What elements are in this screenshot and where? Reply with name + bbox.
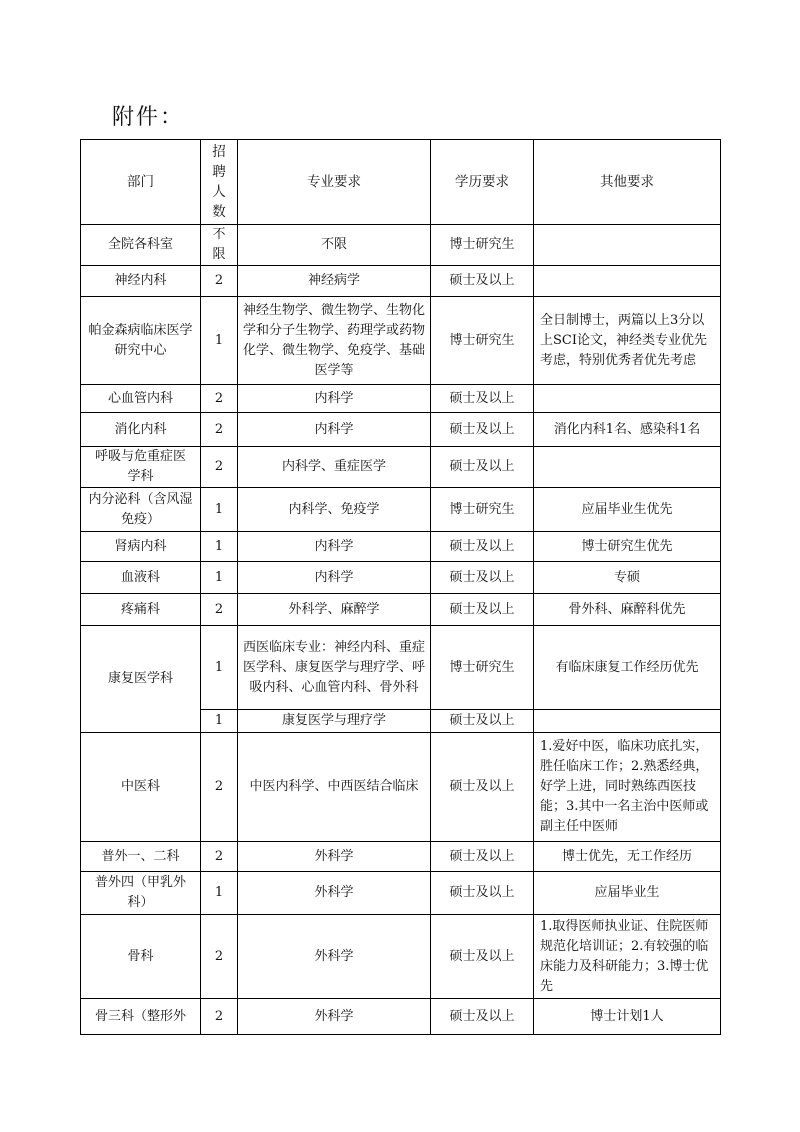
cell-count: 2	[201, 915, 238, 999]
cell-department: 神经内科	[81, 266, 201, 297]
cell-department: 呼吸与危重症医学科	[81, 447, 201, 488]
cell-count: 1	[201, 532, 238, 562]
cell-other: 有临床康复工作经历优先	[534, 626, 721, 710]
cell-department: 骨三科（整形外	[81, 999, 201, 1035]
table-row	[81, 488, 721, 532]
cell-other	[534, 225, 721, 266]
table-row	[81, 915, 721, 999]
table-row	[81, 626, 721, 710]
cell-major: 内科学	[238, 532, 431, 562]
table-row	[81, 842, 721, 872]
cell-education: 硕士及以上	[431, 872, 534, 915]
table-row	[81, 532, 721, 562]
header-education: 学历要求	[431, 140, 534, 225]
cell-department: 普外四（甲乳外科）	[81, 872, 201, 915]
cell-department: 内分泌科（含风湿免疫）	[81, 488, 201, 532]
table-row	[81, 733, 721, 842]
table-row	[81, 413, 721, 447]
cell-education: 硕士及以上	[431, 447, 534, 488]
cell-other: 1.爱好中医，临床功底扎实，胜任临床工作；2.熟悉经典，好学上进，同时熟练西医技能；3.其中一名主治中医师或副主任中医师	[534, 733, 721, 842]
cell-other: 专硕	[534, 562, 721, 594]
cell-education: 博士研究生	[431, 488, 534, 532]
cell-count: 不限	[201, 225, 238, 266]
table-row	[81, 562, 721, 594]
cell-department: 全院各科室	[81, 225, 201, 266]
cell-other	[534, 385, 721, 413]
cell-other	[534, 266, 721, 297]
cell-department: 康复医学科	[81, 626, 201, 733]
cell-count: 1	[201, 710, 238, 733]
cell-count: 1	[201, 626, 238, 710]
cell-other	[534, 710, 721, 733]
cell-education: 硕士及以上	[431, 733, 534, 842]
cell-major: 神经生物学、微生物学、生物化学和分子生物学、药理学或药物化学、微生物学、免疫学、基础医学等	[238, 297, 431, 385]
cell-major: 神经病学	[238, 266, 431, 297]
cell-major: 西医临床专业：神经内科、重症医学科、康复医学与理疗学、呼吸内科、心血管内科、骨外科	[238, 626, 431, 710]
cell-count: 2	[201, 385, 238, 413]
cell-major: 中医内科学、中西医结合临床	[238, 733, 431, 842]
header-major: 专业要求	[238, 140, 431, 225]
cell-education: 博士研究生	[431, 225, 534, 266]
cell-count: 1	[201, 488, 238, 532]
cell-education: 硕士及以上	[431, 385, 534, 413]
cell-count: 2	[201, 266, 238, 297]
cell-education: 硕士及以上	[431, 532, 534, 562]
cell-major: 康复医学与理疗学	[238, 710, 431, 733]
cell-other: 1.取得医师执业证、住院医师规范化培训证；2.有较强的临床能力及科研能力；3.博士优先	[534, 915, 721, 999]
cell-other: 应届毕业生	[534, 872, 721, 915]
cell-education: 硕士及以上	[431, 594, 534, 626]
cell-count: 2	[201, 842, 238, 872]
cell-other: 博士研究生优先	[534, 532, 721, 562]
cell-major: 内科学、免疫学	[238, 488, 431, 532]
cell-education: 硕士及以上	[431, 842, 534, 872]
cell-count: 1	[201, 297, 238, 385]
table-row	[81, 297, 721, 385]
cell-department: 消化内科	[81, 413, 201, 447]
table-row	[81, 872, 721, 915]
cell-education: 硕士及以上	[431, 562, 534, 594]
cell-other: 博士优先，无工作经历	[534, 842, 721, 872]
cell-major: 内科学	[238, 385, 431, 413]
header-count: 招聘人数	[201, 140, 238, 225]
cell-other: 博士计划1人	[534, 999, 721, 1035]
table-row	[81, 225, 721, 266]
cell-major: 内科学	[238, 562, 431, 594]
table-row	[81, 999, 721, 1035]
cell-count: 2	[201, 594, 238, 626]
cell-education: 硕士及以上	[431, 710, 534, 733]
table-row	[81, 266, 721, 297]
cell-department: 肾病内科	[81, 532, 201, 562]
cell-other: 应届毕业生优先	[534, 488, 721, 532]
cell-major: 外科学、麻醉学	[238, 594, 431, 626]
cell-major: 内科学、重症医学	[238, 447, 431, 488]
cell-education: 硕士及以上	[431, 266, 534, 297]
cell-department: 骨科	[81, 915, 201, 999]
table-row	[81, 594, 721, 626]
recruitment-table	[80, 139, 721, 1035]
cell-major: 外科学	[238, 842, 431, 872]
cell-education: 硕士及以上	[431, 999, 534, 1035]
header-other: 其他要求	[534, 140, 721, 225]
cell-major: 不限	[238, 225, 431, 266]
cell-other: 骨外科、麻醉科优先	[534, 594, 721, 626]
cell-department: 普外一、二科	[81, 842, 201, 872]
cell-other	[534, 447, 721, 488]
cell-education: 博士研究生	[431, 297, 534, 385]
cell-other: 消化内科1名、感染科1名	[534, 413, 721, 447]
cell-department: 心血管内科	[81, 385, 201, 413]
cell-education: 博士研究生	[431, 626, 534, 710]
cell-department: 中医科	[81, 733, 201, 842]
cell-major: 外科学	[238, 915, 431, 999]
cell-count: 1	[201, 872, 238, 915]
cell-major: 外科学	[238, 999, 431, 1035]
cell-major: 外科学	[238, 872, 431, 915]
table-row	[81, 385, 721, 413]
cell-education: 硕士及以上	[431, 915, 534, 999]
cell-count: 1	[201, 562, 238, 594]
cell-count: 2	[201, 999, 238, 1035]
header-department: 部门	[81, 140, 201, 225]
table-row	[81, 447, 721, 488]
cell-other: 全日制博士，两篇以上3分以上SCI论文，神经类专业优先考虑，特别优秀者优先考虑	[534, 297, 721, 385]
cell-count: 2	[201, 413, 238, 447]
page-heading: 附件：	[112, 105, 185, 130]
cell-department: 帕金森病临床医学研究中心	[81, 297, 201, 385]
cell-major: 内科学	[238, 413, 431, 447]
cell-department: 血液科	[81, 562, 201, 594]
cell-department: 疼痛科	[81, 594, 201, 626]
table-header-row	[81, 140, 721, 225]
cell-count: 2	[201, 447, 238, 488]
cell-education: 硕士及以上	[431, 413, 534, 447]
cell-count: 2	[201, 733, 238, 842]
